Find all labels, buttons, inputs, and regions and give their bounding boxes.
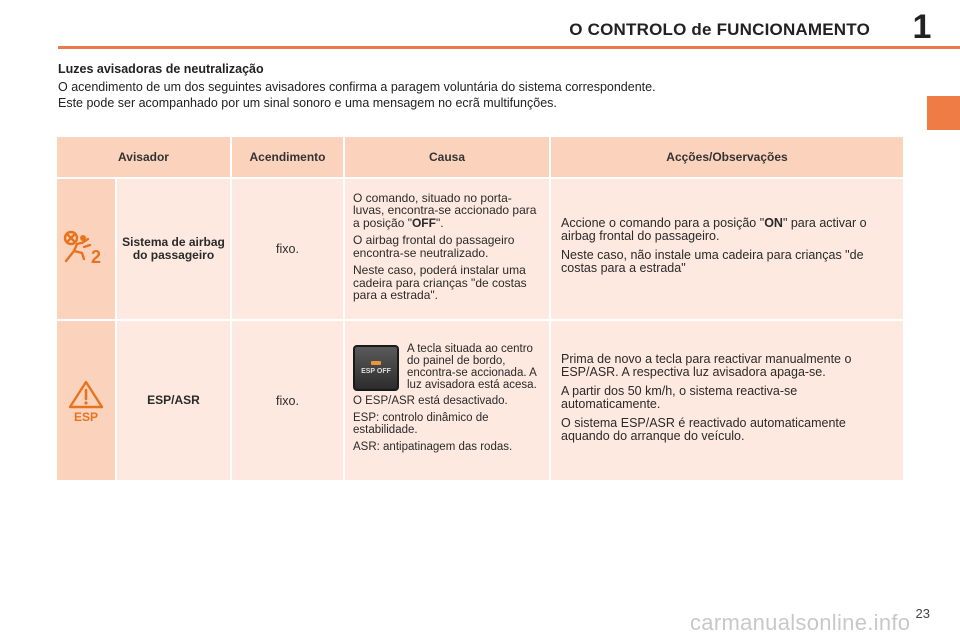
cause-text-part: O comando, situado no porta-luvas, encontra-se accionado para a posição " <box>353 190 537 230</box>
cause-paragraph: Neste caso, poderá instalar uma cadeira para crianças "de costas para a estrada". <box>353 263 527 302</box>
cause-paragraph: A tecla situada ao centro do painel de bordo, encontra-se accionada. A luz avisadora está acesa. <box>407 343 537 391</box>
header-accoes: Acções/Observações <box>551 137 903 177</box>
watermark: carmanualsonline.info <box>690 610 911 635</box>
off-position-label: OFF <box>411 215 436 230</box>
actions-text-part: Accione o comando para a posição " <box>561 216 765 230</box>
intro-line: O acendimento de um dos seguintes avisadores confirma a paragem voluntária do sistema correspondente. <box>58 80 656 94</box>
on-position-label: ON <box>764 216 783 230</box>
esp-lighting-cell: fixo. <box>232 321 343 480</box>
header-avisador: Avisador <box>57 137 230 177</box>
esp-cause-text <box>345 343 549 458</box>
cause-paragraph <box>353 192 543 230</box>
airbag-name-cell: Sistema de airbag do passageiro <box>117 179 230 319</box>
cause-paragraph: ESP: controlo dinâmico de estabilidade. <box>353 412 489 436</box>
svg-text:2: 2 <box>91 247 102 267</box>
cause-paragraph: O ESP/ASR está desactivado. <box>353 395 508 407</box>
section-heading: Luzes avisadoras de neutralização <box>58 62 264 76</box>
esp-key-row <box>353 343 543 391</box>
esp-off-button-icon <box>353 345 399 391</box>
header-acendimento: Acendimento <box>232 137 343 177</box>
actions-paragraph: Prima de novo a tecla para reactivar manualmente o ESP/ASR. A respectiva luz avisadora apaga-se. <box>561 351 852 379</box>
actions-paragraph: O sistema ESP/ASR é reactivado automaticamente aquando do arranque do veículo. <box>561 415 846 443</box>
chapter-tab <box>927 96 960 130</box>
intro-text <box>58 79 918 111</box>
esp-warning-icon <box>66 379 106 423</box>
airbag-actions-cell <box>551 179 903 319</box>
actions-paragraph: A partir dos 50 km/h, o sistema reactiva-se automaticamente. <box>561 383 798 411</box>
chapter-number: 1 <box>912 8 932 46</box>
airbag-cause-cell <box>345 179 549 319</box>
cause-text-part: ". <box>435 215 444 230</box>
airbag-actions-text <box>551 217 903 281</box>
page-number: 23 <box>915 606 930 621</box>
esp-actions-cell <box>551 321 903 480</box>
actions-paragraph <box>561 217 887 243</box>
airbag-icon-cell <box>57 179 115 319</box>
header-causa: Causa <box>345 137 549 177</box>
actions-text-part: " para activar o airbag frontal do passageiro. <box>561 216 867 243</box>
esp-actions-text <box>551 353 903 449</box>
passenger-airbag-off-icon <box>62 229 110 269</box>
esp-key-led <box>371 361 381 365</box>
actions-paragraph: Neste caso, não instale uma cadeira para crianças "de costas para a estrada" <box>561 248 864 275</box>
airbag-cause-text <box>345 192 549 307</box>
header-rule <box>58 46 960 49</box>
esp-name-cell: ESP/ASR <box>117 321 230 480</box>
warning-lights-table <box>57 137 903 480</box>
esp-cause-cell <box>345 321 549 480</box>
intro-line: Este pode ser acompanhado por um sinal sonoro e uma mensagem no ecrã multifunções. <box>58 96 557 110</box>
cause-paragraph: ASR: antipatinagem das rodas. <box>353 441 513 453</box>
svg-text:ESP: ESP <box>73 409 99 423</box>
esp-key-label: ESP OFF <box>361 368 391 375</box>
page-title: O CONTROLO de FUNCIONAMENTO <box>569 20 870 39</box>
airbag-lighting-cell: fixo. <box>232 179 343 319</box>
cause-paragraph: O airbag frontal do passageiro encontra-se neutralizado. <box>353 233 515 260</box>
esp-icon-cell <box>57 321 115 480</box>
